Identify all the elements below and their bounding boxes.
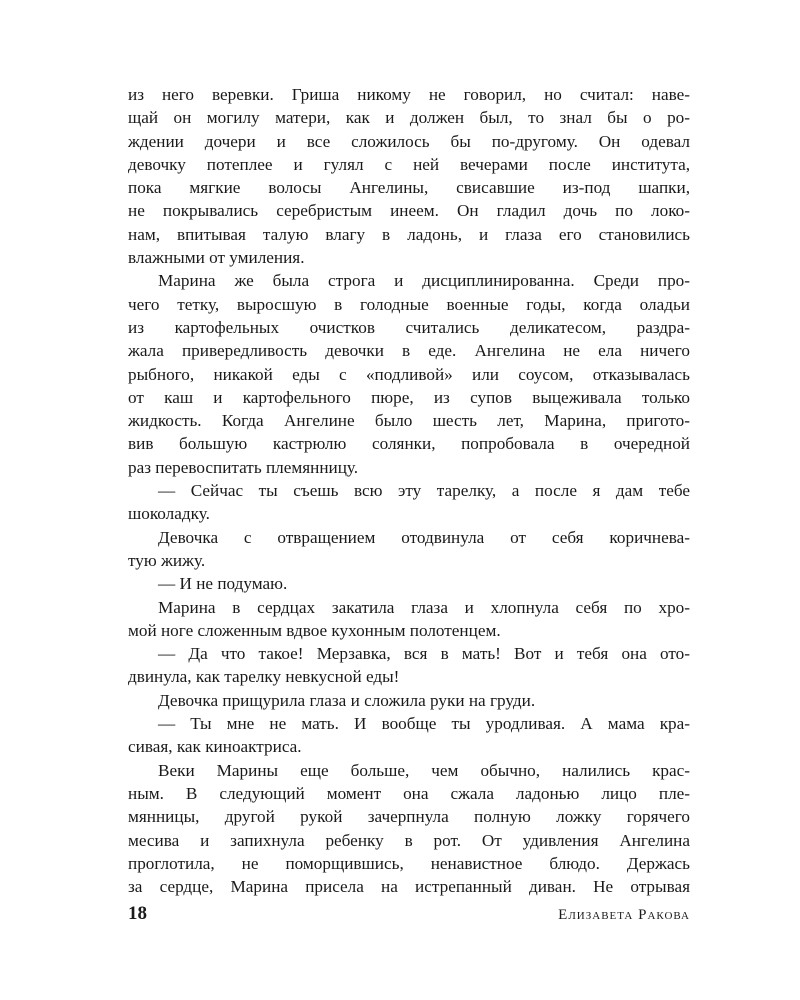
text-line: ждении дочери и все сложилось бы по-другому. Он одевал [128, 131, 690, 151]
text-line: месива и запихнула ребенку в рот. От удивления Ангелина [128, 830, 690, 850]
text-line: шоколадку. [128, 504, 210, 524]
text-line: от каш и картофельного пюре, из супов выцеживала только [128, 387, 690, 407]
text-line: раз перевоспитать племянницу. [128, 457, 359, 477]
text-line: ным. В следующий момент она сжала ладонью лицо пле- [128, 783, 690, 803]
text-line: Девочка с отвращением отодвинула от себя коричнева- [158, 527, 690, 547]
text-line: — Сейчас ты съешь всю эту тарелку, а после я дам тебе [158, 481, 690, 501]
text-line: — И не подумаю. [158, 574, 288, 594]
text-line: — Да что такое! Мерзавка, вся в мать! Вот и тебя она ото- [158, 644, 690, 664]
text-line: двинула, как тарелку невкусной еды! [128, 667, 400, 687]
text-line: влажными от умиления. [128, 248, 305, 268]
page-footer [128, 903, 690, 931]
text-line: мянницы, другой рукой зачерпнула полную ложку горячего [128, 807, 690, 827]
text-line: щай он могилу матери, как и должен был, то знал бы о ро- [128, 108, 690, 128]
text-line: мой ноге сложенным вдвое кухонным полотенцем. [128, 620, 501, 640]
text-line: девочку потеплее и гулял с ней вечерами после института, [128, 154, 690, 174]
book-page-text [128, 83, 690, 898]
text-line: сивая, как киноактриса. [128, 737, 302, 757]
text-line: жала привередливость девочки в еде. Ангелина не ела ничего [128, 341, 690, 361]
text-line: Марина же была строга и дисциплинированна. Среди про- [158, 271, 690, 291]
text-line: Марина в сердцах закатила глаза и хлопнула себя по хро- [158, 597, 690, 617]
text-line: из него веревки. Гриша никому не говорил, но считал: наве- [128, 85, 690, 104]
text-line: за сердце, Марина присела на истрепанный диван. Не отрывая [128, 877, 690, 897]
running-author: Елизавета Ракова [558, 907, 690, 923]
text-line: пока мягкие волосы Ангелины, свисавшие из-под шапки, [128, 178, 690, 198]
text-line: тую жижу. [128, 550, 206, 570]
text-line: жидкость. Когда Ангелине было шесть лет, Марина, пригото- [128, 411, 690, 431]
text-line: проглотила, не поморщившись, ненавистное блюдо. Держась [128, 853, 690, 873]
text-line: из картофельных очистков считались деликатесом, раздра- [128, 317, 690, 337]
page-number: 18 [128, 903, 147, 924]
text-line: Веки Марины еще больше, чем обычно, налились крас- [158, 760, 690, 780]
text-line: рыбного, никакой еды с «подливой» или соусом, отказывалась [128, 364, 690, 384]
text-line: Девочка прищурила глаза и сложила руки на груди. [158, 690, 536, 710]
text-line: нам, впитывая талую влагу в ладонь, и глаза его становились [128, 224, 690, 244]
text-line: — Ты мне не мать. И вообще ты уродливая. А мама кра- [158, 714, 690, 734]
text-line: не покрывались серебристым инеем. Он гладил дочь по локо- [128, 201, 690, 221]
text-line: вив большую кастрюлю солянки, попробовала в очередной [128, 434, 690, 454]
text-line: чего тетку, выросшую в голодные военные годы, когда оладьи [128, 294, 690, 314]
